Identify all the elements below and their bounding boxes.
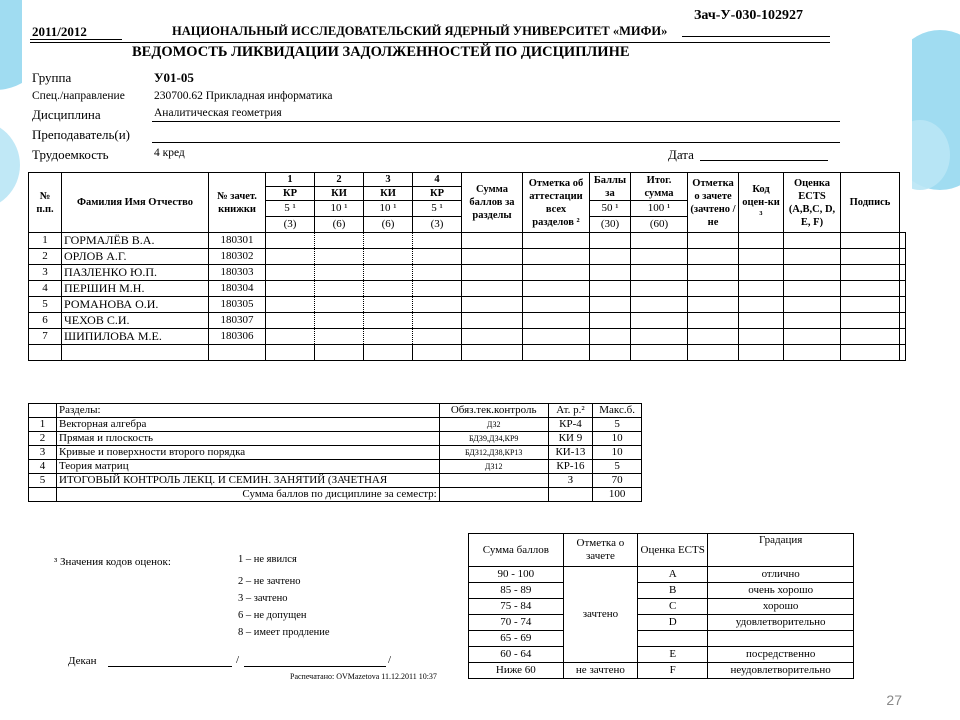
grade-range: 60 - 64 [469, 647, 564, 663]
load-label: Трудоемкость [32, 147, 109, 162]
empty-cell [413, 345, 462, 361]
row-number: 3 [29, 265, 62, 281]
section-control [439, 474, 548, 488]
table-row [29, 233, 906, 249]
table-row [469, 615, 854, 631]
document-sheet: 2011/2012 НАЦИОНАЛЬНЫЙ ИССЛЕДОВАТЕЛЬСКИЙ ЯДЕРНЫЙ УНИВЕРСИТЕТ «МИФИ» Зач-У-030-102927 ВЕДОМОСТЬ ЛИКВИДАЦИИ ЗАДОЛЖЕННОСТЕЙ ПО ДИСЦИПЛИНЕ Группа У01-05 Спец./направление 230700.62 Прикладная информатика Дисциплина Аналитическая геометрия Преподаватель(и) Трудоемкость 4 кред Дата № п.п. Фамилия Имя Отчество № зачет. книжки 1 2 3 4 Сумма баллов за разделы Отметка об аттестации всех разделов ² Баллы за Итог. сумма Отметка о зачете (зачтено / не Код оцен-ки ³ Оценка ECTS (A,B,C, D, E, F) Подпись КР КИ КИ КР 5 ¹ 10 ¹ 10 ¹ 5 ¹ 50 ¹ 100 ¹ (3) (6) (6) (3) (30) (60) 1 ГОРМАЛЁВ В.А. 180301 2 ОРЛОВ А.Г. 180302 3 ПАЗЛЕНКО Ю.П. 180303 4 ПЕРШИН М.Н. 180304 5 РОМАНОВА О.И. 180305 6 ЧЕХОВ С.И. 180307 7 ШИПИЛОВА М.Е. 180306 Разделы: Обяз.тек.контроль Ат. р.² Макс.б. 1 Векторная алгебра ДЗ2 КР-4 5 2 Прямая и плоскость БДЗ9,ДЗ4,КР9 КИ 9 10 3 Кривые и поверхности второго порядка БДЗ12,ДЗ8,КР13 КИ-13 10 4 Теория матриц ДЗ12 КР-16 5 5 ИТОГОВЫЙ КОНТРОЛЬ ЛЕКЦ. И СЕМИН. ЗАНЯТИЙ (ЗАЧЕТНАЯ З 70 Сумма баллов по дисциплине за семестр: 100 ³ Значения кодов оценок: 1 – не явился 2 – не зачтено 3 – зачтено 6 – не допущен 8 – имеет продление Декан / / Распечатано: OVMazetova 11.12.2011 10:37 Сумма баллов Отметка о зачете Оценка ECTS Градация 90 - 100 зачтено A отлично 85 - 89 B очень хорошо 75 - 84 C хорошо 70 - 74 D удовлетворительно 65 - 69 60 - 64 E посредственно Ниже 60 не зачтено F неудовлетворительно [22, 0, 912, 700]
empty-cell [688, 281, 739, 297]
empty-cell [784, 313, 841, 329]
section-type: КР [413, 187, 462, 201]
empty-cell [364, 233, 413, 249]
empty-cell [413, 265, 462, 281]
section-control: БДЗ9,ДЗ4,КР9 [439, 432, 548, 446]
empty-cell [784, 233, 841, 249]
table-row [29, 329, 906, 345]
empty-cell [784, 297, 841, 313]
codes-note: ³ Значения кодов оценок: [54, 556, 171, 568]
section-name: Векторная алгебра [57, 418, 440, 432]
empty-cell [266, 313, 315, 329]
section-name: Кривые и поверхности второго порядка [57, 446, 440, 460]
empty-cell [688, 249, 739, 265]
grade-gradation: хорошо [708, 599, 854, 615]
code-item: 6 – не допущен [238, 610, 307, 621]
spec-label: Спец./направление [32, 90, 125, 102]
group-value: У01-05 [154, 70, 194, 85]
gradebook-number: 180307 [209, 313, 266, 329]
empty-cell [413, 233, 462, 249]
empty-cell [413, 249, 462, 265]
grade-ects: D [638, 615, 708, 631]
empty-cell [413, 329, 462, 345]
empty-cell [590, 345, 631, 361]
empty-cell [590, 249, 631, 265]
grade-range: 70 - 74 [469, 615, 564, 631]
section-number: 2 [29, 432, 57, 446]
empty-cell [209, 345, 266, 361]
section-min: (3) [413, 217, 462, 233]
empty-cell [739, 281, 784, 297]
empty-cell [900, 329, 906, 345]
grade-gradation: отлично [708, 567, 854, 583]
gradebook-number: 180306 [209, 329, 266, 345]
empty-cell [523, 345, 590, 361]
load-value: 4 кред [154, 147, 185, 159]
grades-table [468, 533, 854, 679]
table-row [29, 313, 906, 329]
table-row [29, 345, 906, 361]
fail-range: Ниже 60 [469, 663, 564, 679]
grad-header: Градация [708, 534, 854, 567]
grade-ects [638, 631, 708, 647]
col-sign-header: Подпись [841, 173, 900, 233]
score-min: (30) [590, 217, 631, 233]
empty-cell [266, 345, 315, 361]
empty-cell [688, 345, 739, 361]
grade-gradation: очень хорошо [708, 583, 854, 599]
empty-cell [784, 265, 841, 281]
fail-mark: не зачтено [563, 663, 637, 679]
grade-ects: A [638, 567, 708, 583]
empty-cell [364, 265, 413, 281]
empty-cell [739, 265, 784, 281]
grade-ects: C [638, 599, 708, 615]
section-min: (6) [364, 217, 413, 233]
grade-range: 85 - 89 [469, 583, 564, 599]
empty-cell [315, 233, 364, 249]
codes-list [238, 554, 330, 644]
row-number: 7 [29, 329, 62, 345]
empty-cell [364, 249, 413, 265]
empty-cell [315, 249, 364, 265]
empty-cell [266, 281, 315, 297]
section-max-score: 5 [593, 460, 642, 474]
empty-cell [900, 313, 906, 329]
section-name: ИТОГОВЫЙ КОНТРОЛЬ ЛЕКЦ. И СЕМИН. ЗАНЯТИЙ (ЗАЧЕТНАЯ [57, 474, 440, 488]
empty-cell [315, 265, 364, 281]
grade-range: 90 - 100 [469, 567, 564, 583]
decor-circle [0, 120, 20, 210]
empty-cell [315, 329, 364, 345]
empty-cell [631, 233, 688, 249]
grade-ects: B [638, 583, 708, 599]
section-max-score: 10 [593, 446, 642, 460]
section-max-score: 70 [593, 474, 642, 488]
date-label: Дата [668, 147, 694, 162]
col-mark-header: Отметка о зачете (зачтено / не [688, 173, 739, 233]
empty-cell [784, 329, 841, 345]
fail-ects: F [638, 663, 708, 679]
ects-header: Оценка ECTS [638, 534, 708, 567]
table-row [29, 265, 906, 281]
empty-cell [315, 281, 364, 297]
empty-cell [590, 233, 631, 249]
empty-cell [841, 297, 900, 313]
grade-range: 65 - 69 [469, 631, 564, 647]
empty-cell [841, 345, 900, 361]
empty-cell [413, 297, 462, 313]
empty-cell [266, 265, 315, 281]
empty-cell [413, 281, 462, 297]
table-row [29, 249, 906, 265]
empty-cell [523, 313, 590, 329]
sections-header: Разделы: [57, 404, 440, 418]
empty-cell [631, 345, 688, 361]
table-row [29, 432, 642, 446]
empty-cell [900, 345, 906, 361]
grade-gradation: удовлетворительно [708, 615, 854, 631]
empty-cell [841, 281, 900, 297]
discipline-value: Аналитическая геометрия [154, 107, 282, 119]
section-max: 5 ¹ [266, 201, 315, 217]
table-row [29, 474, 642, 488]
empty-cell [462, 249, 523, 265]
row-number: 6 [29, 313, 62, 329]
col-total-header: Итог. сумма [631, 173, 688, 201]
empty-cell [462, 329, 523, 345]
empty-cell [631, 249, 688, 265]
row-number: 5 [29, 297, 62, 313]
code-item: 1 – не явился [238, 554, 297, 565]
section-max-score: 10 [593, 432, 642, 446]
university-name: НАЦИОНАЛЬНЫЙ ИССЛЕДОВАТЕЛЬСКИЙ ЯДЕРНЫЙ УНИВЕРСИТЕТ «МИФИ» [172, 24, 668, 38]
total-value: 100 [593, 488, 642, 502]
empty-cell [900, 249, 906, 265]
col-book-header: № зачет. книжки [209, 173, 266, 233]
document-number: Зач-У-030-102927 [694, 8, 803, 23]
empty-cell [841, 329, 900, 345]
section-max: 5 ¹ [413, 201, 462, 217]
code-item: 3 – зачтено [238, 593, 288, 604]
empty-cell [462, 345, 523, 361]
at-header: Ат. р.² [548, 404, 593, 418]
empty-cell [523, 265, 590, 281]
control-header: Обяз.тек.контроль [439, 404, 548, 418]
section-attest: КР-16 [548, 460, 593, 474]
students-table [28, 172, 906, 361]
student-name: ЧЕХОВ С.И. [62, 313, 209, 329]
code-item: 2 – не зачтено [238, 576, 301, 587]
empty-cell [315, 313, 364, 329]
table-row [29, 460, 642, 474]
academic-year: 2011/2012 [32, 24, 87, 39]
page-number: 27 [886, 692, 902, 708]
spec-value: 230700.62 Прикладная информатика [154, 90, 333, 102]
empty-cell [631, 265, 688, 281]
gradebook-number: 180302 [209, 249, 266, 265]
empty-cell [631, 281, 688, 297]
empty-cell [900, 281, 906, 297]
total-min: (60) [631, 217, 688, 233]
empty-cell [523, 281, 590, 297]
empty-cell [523, 249, 590, 265]
section-header: 1 [266, 173, 315, 187]
section-number: 5 [29, 474, 57, 488]
empty-cell [739, 329, 784, 345]
empty-cell [631, 313, 688, 329]
student-name: РОМАНОВА О.И. [62, 297, 209, 313]
section-type: КИ [364, 187, 413, 201]
col-sum-header: Сумма баллов за разделы [462, 173, 523, 233]
student-name: ШИПИЛОВА М.Е. [62, 329, 209, 345]
gradebook-number: 180303 [209, 265, 266, 281]
empty-cell [739, 233, 784, 249]
empty-cell [266, 297, 315, 313]
empty-cell [739, 249, 784, 265]
section-max: 10 ¹ [315, 201, 364, 217]
table-row [29, 418, 642, 432]
section-number: 1 [29, 418, 57, 432]
empty-cell [739, 297, 784, 313]
grade-range: 75 - 84 [469, 599, 564, 615]
section-attest: КИ 9 [548, 432, 593, 446]
section-number: 3 [29, 446, 57, 460]
empty-cell [841, 233, 900, 249]
table-row [469, 631, 854, 647]
dean-label: Декан [68, 655, 97, 667]
empty-cell [364, 345, 413, 361]
gradebook-number: 180304 [209, 281, 266, 297]
student-name: ПЕРШИН М.Н. [62, 281, 209, 297]
table-row [29, 297, 906, 313]
group-label: Группа [32, 70, 72, 85]
empty-cell [462, 313, 523, 329]
section-min: (3) [266, 217, 315, 233]
col-num-header: № п.п. [29, 173, 62, 233]
empty-cell [590, 281, 631, 297]
empty-cell [29, 345, 62, 361]
row-number: 1 [29, 233, 62, 249]
pass-mark: зачтено [563, 567, 637, 663]
empty-cell [590, 329, 631, 345]
max-header: Макс.б. [593, 404, 642, 418]
student-name: ОРЛОВ А.Г. [62, 249, 209, 265]
empty-cell [739, 313, 784, 329]
section-control: ДЗ12 [439, 460, 548, 474]
section-header: 3 [364, 173, 413, 187]
empty-cell [364, 313, 413, 329]
section-control: БДЗ12,ДЗ8,КР13 [439, 446, 548, 460]
gradebook-number: 180301 [209, 233, 266, 249]
code-item: 8 – имеет продление [238, 627, 330, 638]
empty-cell [266, 249, 315, 265]
empty-cell [841, 265, 900, 281]
empty-cell [631, 297, 688, 313]
empty-cell [841, 249, 900, 265]
fail-grad: неудовлетворительно [708, 663, 854, 679]
section-attest: КР-4 [548, 418, 593, 432]
empty-cell [590, 313, 631, 329]
row-number: 2 [29, 249, 62, 265]
section-type: КР [266, 187, 315, 201]
empty-cell [784, 249, 841, 265]
empty-cell [688, 313, 739, 329]
total-label: Сумма баллов по дисциплине за семестр: [57, 488, 440, 502]
section-header: 2 [315, 173, 364, 187]
empty-cell [688, 265, 739, 281]
empty-cell [523, 329, 590, 345]
teacher-label: Преподаватель(и) [32, 127, 131, 142]
empty-cell [462, 233, 523, 249]
discipline-label: Дисциплина [32, 107, 101, 122]
gradebook-number: 180305 [209, 297, 266, 313]
student-name: ГОРМАЛЁВ В.А. [62, 233, 209, 249]
section-name: Прямая и плоскость [57, 432, 440, 446]
empty-cell [413, 313, 462, 329]
section-header: 4 [413, 173, 462, 187]
table-row [469, 583, 854, 599]
table-row [29, 446, 642, 460]
empty-cell [688, 297, 739, 313]
grade-gradation: посредственно [708, 647, 854, 663]
empty-cell [900, 233, 906, 249]
document-title: ВЕДОМОСТЬ ЛИКВИДАЦИИ ЗАДОЛЖЕННОСТЕЙ ПО ДИСЦИПЛИНЕ [132, 44, 630, 60]
grade-gradation [708, 631, 854, 647]
empty-cell [841, 313, 900, 329]
section-max: 10 ¹ [364, 201, 413, 217]
empty-cell [364, 297, 413, 313]
empty-cell [315, 345, 364, 361]
row-number: 4 [29, 281, 62, 297]
table-row [469, 599, 854, 615]
col-name-header: Фамилия Имя Отчество [62, 173, 209, 233]
section-number: 4 [29, 460, 57, 474]
col-ects-header: Оценка ECTS (A,B,C, D, E, F) [784, 173, 841, 233]
total-max: 100 ¹ [631, 201, 688, 217]
empty-cell [739, 345, 784, 361]
empty-cell [590, 265, 631, 281]
col-attest-header: Отметка об аттестации всех разделов ² [523, 173, 590, 233]
empty-cell [62, 345, 209, 361]
empty-cell [462, 265, 523, 281]
table-row [469, 567, 854, 583]
student-name: ПАЗЛЕНКО Ю.П. [62, 265, 209, 281]
col-code-header: Код оцен-ки ³ [739, 173, 784, 233]
empty-cell [688, 233, 739, 249]
printed-note: Распечатано: OVMazetova 11.12.2011 10:37 [290, 672, 437, 681]
section-control: ДЗ2 [439, 418, 548, 432]
section-max-score: 5 [593, 418, 642, 432]
col-score-header: Баллы за [590, 173, 631, 201]
section-name: Теория матриц [57, 460, 440, 474]
sections-table [28, 403, 642, 502]
section-type: КИ [315, 187, 364, 201]
empty-cell [590, 297, 631, 313]
empty-cell [364, 281, 413, 297]
empty-cell [523, 233, 590, 249]
empty-cell [266, 233, 315, 249]
empty-cell [315, 297, 364, 313]
empty-cell [900, 297, 906, 313]
score-max: 50 ¹ [590, 201, 631, 217]
empty-cell [462, 297, 523, 313]
empty-cell [462, 281, 523, 297]
grade-ects: E [638, 647, 708, 663]
table-row [469, 647, 854, 663]
sum-header: Сумма баллов [469, 534, 564, 567]
mark-header: Отметка о зачете [563, 534, 637, 567]
empty-cell [631, 329, 688, 345]
empty-cell [784, 345, 841, 361]
section-attest: КИ-13 [548, 446, 593, 460]
empty-cell [364, 329, 413, 345]
empty-cell [784, 281, 841, 297]
empty-cell [900, 265, 906, 281]
table-row [29, 281, 906, 297]
empty-cell [266, 329, 315, 345]
section-attest: З [548, 474, 593, 488]
empty-cell [688, 329, 739, 345]
section-min: (6) [315, 217, 364, 233]
empty-cell [523, 297, 590, 313]
